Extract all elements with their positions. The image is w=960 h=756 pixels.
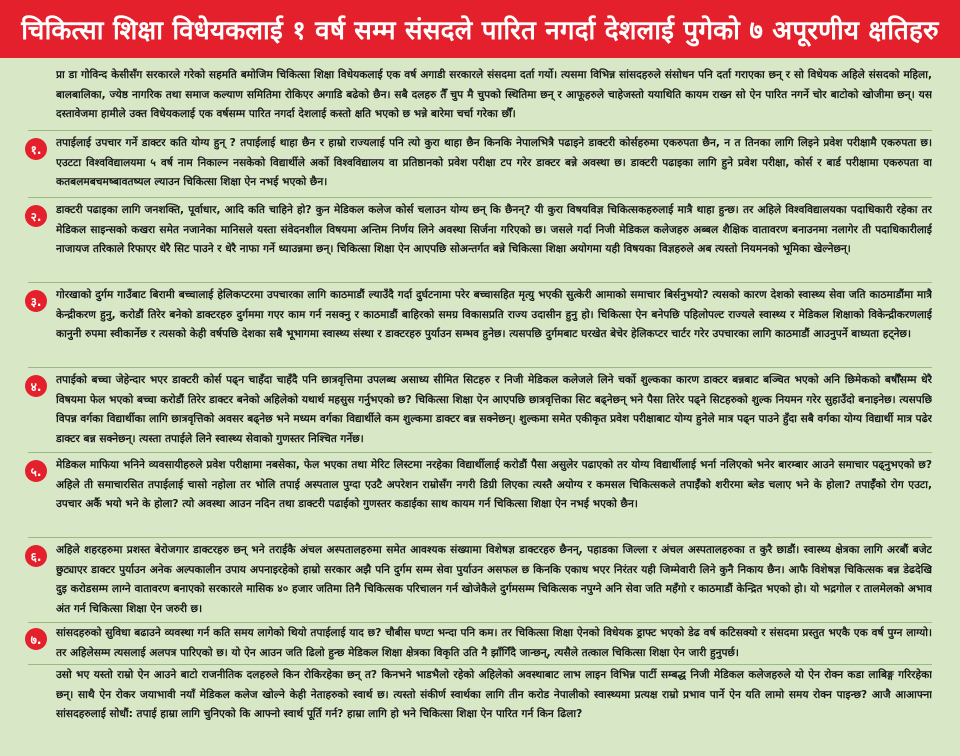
item-4-text: तपाईको बच्चा जेहेन्दार भएर डाक्टरी कोर्स पढ्न चाहँदा चाहँदै पनि छात्रवृत्तिमा उपलब्ध असाध्य सीमित सिटहरु र निजी मेडिकल कलेजले लिने चर्को शुल्कका कारण डाक्टर बन्नबाट बञ्चित भएको अनि छिमेकको बर्षौँसम्म धेरै विषयमा फेल भएको बच्चा करोडौं तिरेर डाक्टर बनेको अहिलेको यथार्थ महसुस गर्नुभएको छ? चिकित्सा शिक्षा ऐन आएपछि छात्रवृत्तिका सिट बढ्नेछन् भने पैसा तिरेर पढ्ने सिटहरुको शुल्क नियमन गरेर सुहाउँदो बनाइनेछ। त्यसपछि विपन्न वर्गका विद्यार्थीका लागि छात्रवृत्तिको अवसर बढ्नेछ भने मध्यम वर्गका विद्यार्थीले कम शुल्कमा डाक्टर बन्न सक्नेछन्। शुल्कमा समेत एकीकृत प्रवेश परीक्षाबाट योग्य हुनेले मात्र पढ्न पाउने हुँदा सबै वर्गका योग्य विद्यार्थी मात्र पढेर डाक्टर बन्न सक्नेछन्। त्यस्ता तपाईले लिने स्वास्थ्य सेवाको गुणस्तर निश्चित गर्नेछ। xyxy=(56,374,932,445)
item-6-badge: ६. xyxy=(25,545,47,567)
item-7-text: सांसदहरुको सुविधा बढाउने व्यवस्था गर्न कति समय लागेको थियो तपाईलाई याद छ? चौबीस घण्टा भन्दा पनि कम। तर चिकित्सा शिक्षा ऐनको विधेयक ड्राफ्ट भएको डेढ वर्ष कटिसक्यो र संसदमा प्रस्तुत भएकै एक वर्ष पुग्न लाग्यो। तर अहिलेसम्म त्यसलाई अलपत्र पारिएको छ। यो ऐन आउन जति ढिलो हुन्छ मेडिकल शिक्षा क्षेत्रका विकृति उति नै झाँगिँदै जान्छन्, त्यसैले तत्काल चिकित्सा शिक्षा ऐन जारी हुनुपर्छ। xyxy=(56,627,932,659)
item-3-text: गोरखाको दुर्गम गाउँबाट बिरामी बच्चालाई हेलिकप्टरमा उपचारका लागि काठमाडौं ल्याउँदै गर्दा दुर्घटनामा परेर बच्चासहित मृत्यु भएकी सुत्केरी आमाको समाचार बिर्सनुभयो? त्यसको कारण देशको स्वास्थ्य सेवा जति काठमाडौंमा मात्रै केन्द्रीकरण हुनु, करोडौं तिरेर बनेको डाक्टरहरु दुर्गममा गएर काम गर्न नसक्नु र काठमाडौं बाहिरको समग्र विकासप्रति राज्य उदासीन हुनु हो। चिकित्सा ऐन बनेपछि पहिलोपल्ट राज्यले स्वास्थ्य र मेडिकल शिक्षाको विकेन्द्रीकरणलाई कानुनी रुपमा स्वीकार्नेछ र त्यसको केही वर्षपछि देशका सबै भूभागमा स्वास्थ्य संस्था र डाक्टरहरु पुर्याउन सम्भव हुनेछ। त्यसपछि दुर्गमबाट घरखेत बेचेर हेलिकप्टर चार्टर गरेर उपचारका लागि काठमाडौं आउनुपर्ने बाध्यता हट्नेछ। xyxy=(56,289,932,340)
divider xyxy=(28,282,932,283)
item-2-text: डाक्टरी पढाइका लागि जनशक्ति, पूर्वाधार, आदि कति चाहिने हो? कुन मेडिकल कलेज कोर्स चलाउन योग्य छन् कि छैनन्? यी कुरा विषयविज्ञ चिकित्सकहरुलाई मात्रै थाहा हुन्छ। तर अहिले विश्वविद्यालयका पदाधिकारी रहेका तर मेडिकल साइन्सको कखरा समेत नजानेका मानिसले यस्ता संवेदनशील विषयमा अन्तिम निर्णय लिने अवस्था सिर्जना गरिएको छ। जसले गर्दा निजी मेडिकल कलेजहरु अब्बल शैक्षिक वातावरण बनाउनमा नलागेर ती पदाधिकारीलाई नाजायज तरिकाले रिफाएर धेरै सिट पाउने र धेरै नाफा गर्ने ध्याउन्नमा छन्। चिकित्सा शिक्षा ऐन आएपछि सोअन्तर्गत बन्ने चिकित्सा शिक्षा अयोगमा यही विषयका विज्ञहरुले अब त्यस्तो नियमनको भूमिका खेल्नेछन्। xyxy=(56,204,932,255)
item-1-badge: १. xyxy=(25,138,47,160)
item-1-text: तपाईलाई उपचार गर्ने डाक्टर कति योग्य हुन् ? तपाईलाई थाहा छैन र हाम्रो राज्यलाई पनि त्यो कुरा थाहा छैन किनकि नेपालभित्रै पढाइने डाक्टरी कोर्सहरुमा एकरुपता छैन, न त तिनका लागि लिइने प्रवेश परीक्षामै एकरुपता छ। एउटटा विश्वविद्यालयमा ५ वर्ष नाम निकाल्न नसकेको विद्यार्थीले अर्को विश्वविद्यालय वा प्रतिष्ठानको प्रवेश परीक्षा टप गरेर डाक्टर बन्ने अवस्था छ। डाक्टरी पढाइका लागि हुने प्रवेश परीक्षा, कोर्स र बार्ड परीक्षामा एकरुपता वा कतबलमबचमष्बावतष्यल ल्याउन चिकित्सा शिक्षा ऐन नभई भएको छैन। xyxy=(56,137,932,188)
item-3-badge: ३. xyxy=(25,290,47,312)
divider xyxy=(28,197,932,198)
item-2-badge: २. xyxy=(25,205,47,227)
divider xyxy=(28,452,932,453)
divider xyxy=(28,130,932,131)
divider xyxy=(28,537,932,538)
item-5-text: मेडिकल माफिया भनिने व्यवसायीहरुले प्रवेश परीक्षामा नबसेका, फेल भएका तथा मेरिट लिस्टमा नरहेका विद्यार्थीलाई करोडौं पैसा असुलेर पढाएको तर योग्य विद्यार्थीलाई भर्ना नलिएको भनेर बारम्बार आउने समाचार पढ्नुभएको छ? अहिले ती समाचारसित तपाईलाई चासो नहोला तर भोलि तपाई अस्पताल पुग्दा एउटै अपरेशन राम्रोसँग नगरी डिग्री लिएका त्यस्तै अयोग्य र कमसल चिकित्सकले तपाईँको शरीरमा ब्लेड चलाए भने के होला? तपाईँको रोग एउटा, उपचार अर्कै भयो भने के होला? त्यो अवस्था आउन नदिन तथा डाक्टरी पढाईको गुणस्तर कडाईका साथ कायम गर्न चिकित्सा शिक्षा ऐन नभई भएको छैन। xyxy=(56,459,932,510)
item-6-text: अहिले शहरहरुमा प्रशस्त बेरोजगार डाक्टरहरु छन् भने तराईकै अंचल अस्पतालहरुमा समेत आवश्यक संख्यामा विशेषज्ञ डाक्टरहरु छैनन्, पहाडका जिल्ला र अंचल अस्पतालहरुका त कुरै छाडौं। स्वास्थ्य क्षेत्रका लागि अरबौं बजेट छुट्याएर डाक्टर पुर्याउन अनेक अल्पकालीन उपाय अपनाइरहेको हाम्रो सरकार अझै पनि दुर्गम सम्म सेवा पुर्याउन असफल छ किनकि एकाध भएर निरंतर यही जिम्मेवारी लिने कुनै निकाय छैन। आफै विशेषज्ञ चिकित्सक बन्न डेढदेखि दुइ करोडसम्म लाग्ने वातावरण बनाएको सरकारले मासिक ४० हजार जतिमा तिनै चिकित्सक परिचालन गर्न खोजेकैले दुर्गमसम्म चिकित्सक नपुग्ने अनि सेवा जति महँगो र काठमाडौं केन्द्रित भएको हो। यो भद्रगोल र तालमेलको अभाव अंत गर्न चिकित्सा शिक्षा ऐन जरुरी छ। xyxy=(56,544,932,615)
page-title: चिकित्सा शिक्षा विधेयकलाई १ वर्ष सम्म संसदले पारित नगर्दा देशलाई पुगेको ७ अपूरणीय क्षतिहरु xyxy=(21,16,939,46)
item-4-badge: ४. xyxy=(25,375,47,397)
item-7-badge: ७. xyxy=(25,628,47,650)
item-5-badge: ५. xyxy=(25,460,47,482)
closing-paragraph: उसो भए यस्तो राम्रो ऐन आउने बाटो राजनीतिक दलहरुले किन रोकिरहेका छन् त? किनभने भाडभैलो रहेको अहिलेको अवस्थाबाट लाभ लाइन विभिन्न पार्टी सम्बद्ध निजी मेडिकल कलेजहरुले यो ऐन रोक्न कडा लाबिङ्ग गरिरहेका छन्। साथै ऐन रोकर जयाभावी नयाँ मेडिकल कलेज खोल्ने केही नेताहरुको स्वार्थ छ। त्यस्तो संकीर्ण स्वार्थका लागि तीन करोड नेपालीको स्वास्थ्यमा प्रत्यक्ष राम्रो प्रभाव पार्ने ऐन यति लामो समय रोक्न पाइन्छ? आजै आआफ्ना सांसदहरुलाई सोधौं: तपाई हाम्रा लागि चुनिएको कि आफ्नो स्वार्थ पूर्ति गर्न? हाम्रा लागि हो भने चिकित्सा शिक्षा ऐन पारित गर्न किन ढिला? xyxy=(56,669,932,720)
divider xyxy=(28,664,932,665)
intro-paragraph: प्रा डा गोविन्द केसीसँग सरकारले गरेको सहमति बमोजिम चिकित्सा शिक्षा विधेयकलाई एक वर्ष अगाडी सरकारले संसदमा दर्ता गर्यो। त्यसमा विभिन्न सांसदहरुले संसोधन पनि दर्ता गराएका छन् र सो विधेयक अहिले संसदको महिला, बालबालिका, ज्येष्ठ नागरिक तथा समाज कल्याण समितिमा रोकिएर अगाडि बढेको छैन। सबै दलहरु तैँ चुप मै चुपको स्थितिमा छन् र आफूहरुले चाहेजस्तो ययाथिति कायम राख्न सो ऐन पारित नगर्ने चोर बाटोको खोजीमा छन्। यस दस्तावेजमा हामीले उक्त विधेयकलाई एक वर्षसम्म पारित नगर्दा देशलाई कस्तो क्षति भएको छ भन्ने बारेमा चर्चा गरेका छौँ। xyxy=(56,69,932,120)
document-body xyxy=(0,58,960,756)
divider xyxy=(28,367,932,368)
title-banner xyxy=(0,0,960,58)
divider xyxy=(28,622,932,623)
